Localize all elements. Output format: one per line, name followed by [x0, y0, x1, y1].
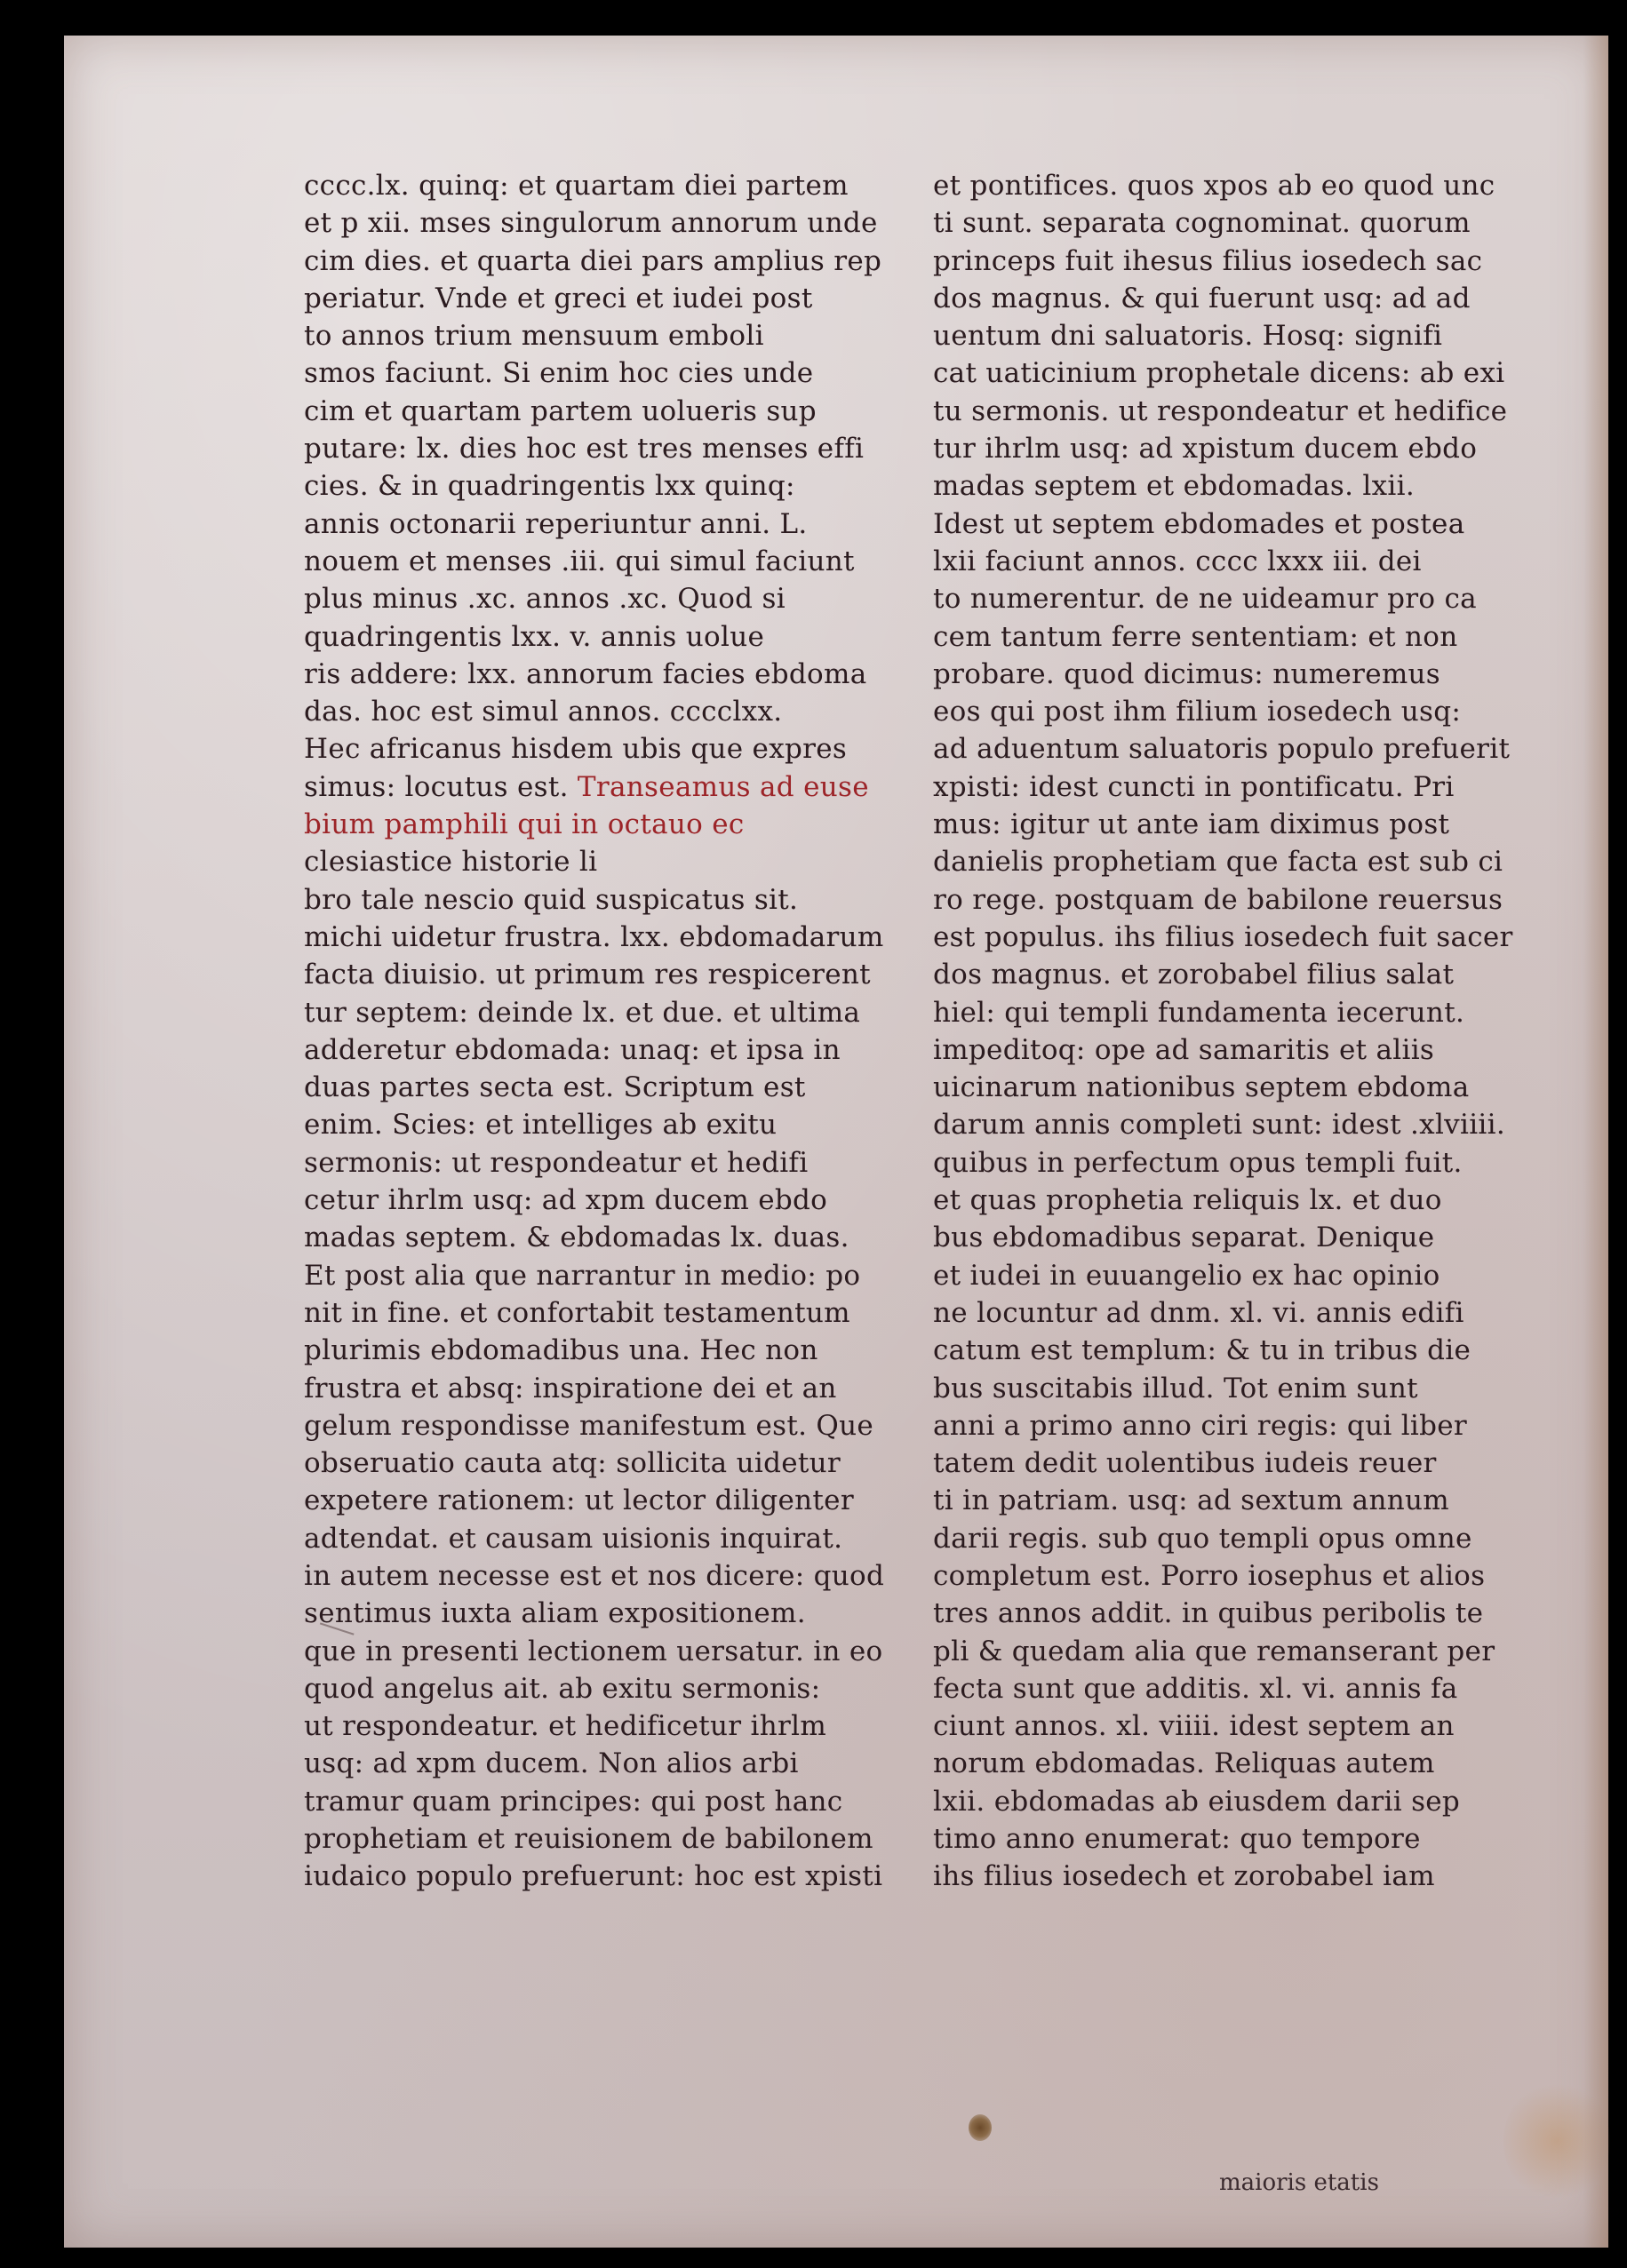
rubric-text: Transeamus ad euse [568, 770, 869, 803]
text-line [933, 393, 1537, 430]
line-text: que in presenti lectionem uersatur. in eo [304, 1635, 883, 1667]
line-text: est populus. ihs filius iosedech fuit sacer [933, 920, 1513, 953]
line-text: ut respondeatur. et hedificetur ihrlm [304, 1710, 827, 1743]
text-line [304, 1370, 897, 1407]
line-text: cies. & in quadringentis lxx quinq: [304, 470, 795, 503]
text-line [933, 806, 1537, 843]
line-text: tramur quam principes: qui post hanc [304, 1785, 843, 1818]
text-line [304, 280, 897, 317]
line-text: dos magnus. & qui fuerunt usq: ad ad [933, 282, 1471, 314]
line-text: cem tantum ferre sententiam: et non [933, 620, 1458, 653]
line-text: cat uaticinium prophetale dicens: ab exi [933, 357, 1505, 390]
text-line [933, 280, 1537, 317]
text-line [933, 1520, 1537, 1557]
line-text: ciunt annos. xl. viiii. idest septem an [933, 1710, 1455, 1743]
text-line [933, 243, 1537, 280]
text-line [304, 1707, 897, 1745]
line-text: darum annis completi sunt: idest .xlviiii. [933, 1109, 1505, 1142]
line-text: lxii. ebdomadas ab eiusdem darii sep [933, 1785, 1461, 1818]
text-line [933, 1482, 1537, 1519]
line-text: ro rege. postquam de babilone reuersus [933, 883, 1503, 916]
line-text: tur ihrlm usq: ad xpistum ducem ebdo [933, 433, 1478, 466]
line-text: iudaico populo prefuerunt: hoc est xpisti [304, 1860, 883, 1893]
line-text: madas septem. & ebdomadas lx. duas. [304, 1222, 849, 1254]
line-text: enim. Scies: et intelliges ab exitu [304, 1109, 778, 1142]
line-text: gelum respondisse manifestum est. Que [304, 1409, 874, 1442]
text-line [933, 1106, 1537, 1143]
ink-stain [969, 2114, 992, 2141]
text-line [304, 1144, 897, 1182]
line-text: clesiastice historie li [304, 846, 598, 879]
line-text: quadringentis lxx. v. annis uolue [304, 620, 765, 653]
text-line [304, 317, 897, 354]
text-line [304, 1520, 897, 1557]
line-text: in autem necesse est et nos dicere: quod [304, 1559, 885, 1592]
text-line [304, 768, 897, 806]
line-text: prophetiam et reuisionem de babilonem [304, 1823, 873, 1856]
text-line [304, 1332, 897, 1369]
text-line [304, 204, 897, 242]
text-line [933, 768, 1537, 806]
line-text: putare: lx. dies hoc est tres menses effi [304, 433, 865, 466]
right-text-column [933, 167, 1537, 1896]
line-text: adderetur ebdomada: unaq: et ipsa in [304, 1033, 841, 1066]
text-line [933, 543, 1537, 580]
text-line [304, 243, 897, 280]
text-line [304, 919, 897, 956]
text-line [304, 1670, 897, 1707]
text-line [933, 693, 1537, 730]
line-text: dos magnus. et zorobabel filius salat [933, 959, 1455, 991]
text-line [304, 730, 897, 768]
text-line [304, 1294, 897, 1332]
text-line [304, 393, 897, 430]
line-text: simus: locutus est. [304, 770, 569, 803]
text-line [304, 1182, 897, 1219]
line-text: periatur. Vnde et greci et iudei post [304, 282, 813, 314]
line-text: facta diuisio. ut primum res respicerent [304, 959, 871, 991]
manuscript-leaf [64, 36, 1608, 2248]
line-text: cccc.lx. quinq: et quartam diei partem [304, 170, 849, 202]
line-text: xpisti: idest cuncti in pontificatu. Pri [933, 770, 1455, 803]
text-line [304, 1557, 897, 1595]
left-text-column [304, 167, 897, 1896]
text-line [933, 881, 1537, 919]
text-line [304, 1106, 897, 1143]
line-text: bro tale nescio quid suspicatus sit. [304, 883, 799, 916]
text-line [304, 1858, 897, 1895]
line-text: sentimus iuxta aliam expositionem. [304, 1597, 806, 1630]
text-line [933, 1557, 1537, 1595]
text-line [304, 994, 897, 1031]
line-text: tu sermonis. ut respondeatur et hedifice [933, 394, 1508, 427]
line-text: nit in fine. et confortabit testamentum [304, 1296, 850, 1329]
text-line [933, 1332, 1537, 1369]
text-line [933, 1670, 1537, 1707]
line-text: cim et quartam partem uolueris sup [304, 394, 817, 427]
line-text: impeditoq: ope ad samaritis et aliis [933, 1033, 1435, 1066]
text-line [933, 1444, 1537, 1482]
line-text: quibus in perfectum opus templi fuit. [933, 1146, 1463, 1179]
text-line [933, 1707, 1537, 1745]
line-text: ti sunt. separata cognominat. quorum [933, 207, 1471, 240]
text-line [933, 994, 1537, 1031]
text-line [304, 354, 897, 392]
text-line [933, 919, 1537, 956]
text-line [933, 1820, 1537, 1858]
text-line [933, 1219, 1537, 1256]
line-text: tres annos addit. in quibus peribolis te [933, 1597, 1484, 1630]
line-text: completum est. Porro iosephus et alios [933, 1559, 1486, 1592]
line-text: plus minus .xc. annos .xc. Quod si [304, 583, 786, 616]
text-line [304, 467, 897, 505]
line-text: et p xii. mses singulorum annorum unde [304, 207, 878, 240]
line-text: catum est templum: & tu in tribus die [933, 1334, 1471, 1367]
text-line [933, 1745, 1537, 1782]
text-line [933, 430, 1537, 467]
text-line [933, 843, 1537, 880]
text-line [933, 1595, 1537, 1632]
text-line [933, 1370, 1537, 1407]
text-line [304, 1783, 897, 1820]
text-line [304, 618, 897, 656]
text-line [304, 956, 897, 993]
line-text: uentum dni saluatoris. Hosq: signifi [933, 320, 1443, 353]
text-line [933, 1294, 1537, 1332]
line-text: mus: igitur ut ante iam diximus post [933, 808, 1450, 841]
text-line [304, 1031, 897, 1069]
line-text: norum ebdomadas. Reliquas autem [933, 1747, 1435, 1780]
line-text: pli & quedam alia que remanserant per [933, 1635, 1495, 1667]
text-line [933, 580, 1537, 617]
text-line [304, 505, 897, 543]
line-text: tatem dedit uolentibus iudeis reuer [933, 1447, 1437, 1480]
text-line [933, 505, 1537, 543]
text-line [304, 430, 897, 467]
line-text: bium pamphili qui in octauo ec [304, 808, 745, 841]
text-line [304, 1407, 897, 1444]
text-line [304, 656, 897, 693]
text-line [933, 1783, 1537, 1820]
text-line [304, 806, 897, 843]
line-text: lxii faciunt annos. cccc lxxx iii. dei [933, 545, 1422, 577]
line-text: cim dies. et quarta diei pars amplius rep [304, 244, 882, 277]
line-text: quod angelus ait. ab exitu sermonis: [304, 1672, 821, 1705]
text-line [304, 1257, 897, 1294]
line-text: adtendat. et causam uisionis inquirat. [304, 1522, 843, 1555]
line-text: cetur ihrlm usq: ad xpm ducem ebdo [304, 1184, 828, 1217]
line-text: plurimis ebdomadibus una. Hec non [304, 1334, 818, 1367]
text-line [933, 1182, 1537, 1219]
text-line [304, 1595, 897, 1632]
text-line [304, 1633, 897, 1670]
catchword: maioris etatis [1219, 2169, 1379, 2196]
line-text: Et post alia que narrantur in medio: po [304, 1259, 861, 1292]
text-line [933, 656, 1537, 693]
text-line [933, 1858, 1537, 1895]
line-text: darii regis. sub quo templi opus omne [933, 1522, 1472, 1555]
line-text: eos qui post ihm filium iosedech usq: [933, 696, 1462, 728]
text-line [304, 1482, 897, 1519]
text-line [933, 1031, 1537, 1069]
line-text: madas septem et ebdomadas. lxii. [933, 470, 1415, 503]
line-text: et iudei in euuangelio ex hac opinio [933, 1259, 1440, 1292]
text-line [933, 167, 1537, 204]
text-line [933, 354, 1537, 392]
line-text: smos faciunt. Si enim hoc cies unde [304, 357, 814, 390]
text-line [304, 1745, 897, 1782]
line-text: Idest ut septem ebdomades et postea [933, 507, 1465, 540]
line-text: ti in patriam. usq: ad sextum annum [933, 1484, 1449, 1517]
line-text: fecta sunt que additis. xl. vi. annis fa [933, 1672, 1458, 1705]
text-line [933, 1407, 1537, 1444]
text-line [933, 730, 1537, 768]
line-text: Hec africanus hisdem ubis que expres [304, 733, 848, 766]
text-line [304, 881, 897, 919]
line-text: ihs filius iosedech et zorobabel iam [933, 1860, 1435, 1893]
text-line [304, 167, 897, 204]
line-text: obseruatio cauta atq: sollicita uidetur [304, 1447, 841, 1480]
text-line [933, 1633, 1537, 1670]
line-text: hiel: qui templi fundamenta iecerunt. [933, 996, 1465, 1029]
line-text: michi uidetur frustra. lxx. ebdomadarum [304, 920, 884, 953]
line-text: ne locuntur ad dnm. xl. vi. annis edifi [933, 1296, 1464, 1329]
text-line [933, 1069, 1537, 1106]
text-line [933, 204, 1537, 242]
text-line [933, 1144, 1537, 1182]
text-line [933, 1257, 1537, 1294]
text-line [304, 1219, 897, 1256]
line-text: anni a primo anno ciri regis: qui liber [933, 1409, 1468, 1442]
text-line [304, 1444, 897, 1482]
line-text: annis octonarii reperiuntur anni. L. [304, 507, 808, 540]
line-text: to numerentur. de ne uideamur pro ca [933, 583, 1477, 616]
text-line [304, 1069, 897, 1106]
line-text: probare. quod dicimus: numeremus [933, 657, 1441, 690]
line-text: ad aduentum saluatoris populo prefuerit [933, 733, 1511, 766]
text-line [304, 580, 897, 617]
line-text: danielis prophetiam que facta est sub ci [933, 846, 1503, 879]
line-text: timo anno enumerat: quo tempore [933, 1823, 1421, 1856]
text-line [933, 467, 1537, 505]
text-line [933, 618, 1537, 656]
line-text: bus suscitabis illud. Tot enim sunt [933, 1372, 1418, 1405]
text-line [304, 1820, 897, 1858]
line-text: et pontifices. quos xpos ab eo quod unc [933, 170, 1495, 202]
water-stain [1503, 2079, 1610, 2203]
text-line [304, 843, 897, 880]
line-text: usq: ad xpm ducem. Non alios arbi [304, 1747, 799, 1780]
line-text: tur septem: deinde lx. et due. et ultima [304, 996, 861, 1029]
line-text: et quas prophetia reliquis lx. et duo [933, 1184, 1442, 1217]
line-text: das. hoc est simul annos. cccclxx. [304, 696, 783, 728]
line-text: ris addere: lxx. annorum facies ebdoma [304, 657, 867, 690]
text-line [304, 543, 897, 580]
text-line [933, 956, 1537, 993]
line-text: duas partes secta est. Scriptum est [304, 1071, 806, 1104]
line-text: bus ebdomadibus separat. Denique [933, 1222, 1435, 1254]
text-line [304, 693, 897, 730]
line-text: sermonis: ut respondeatur et hedifi [304, 1146, 809, 1179]
line-text: nouem et menses .iii. qui simul faciunt [304, 545, 855, 577]
line-text: uicinarum nationibus septem ebdoma [933, 1071, 1470, 1104]
line-text: to annos trium mensuum emboli [304, 320, 764, 353]
text-line [933, 317, 1537, 354]
line-text: expetere rationem: ut lector diligenter [304, 1484, 854, 1517]
line-text: princeps fuit ihesus filius iosedech sac [933, 244, 1483, 277]
line-text: frustra et absq: inspiratione dei et an [304, 1372, 837, 1405]
